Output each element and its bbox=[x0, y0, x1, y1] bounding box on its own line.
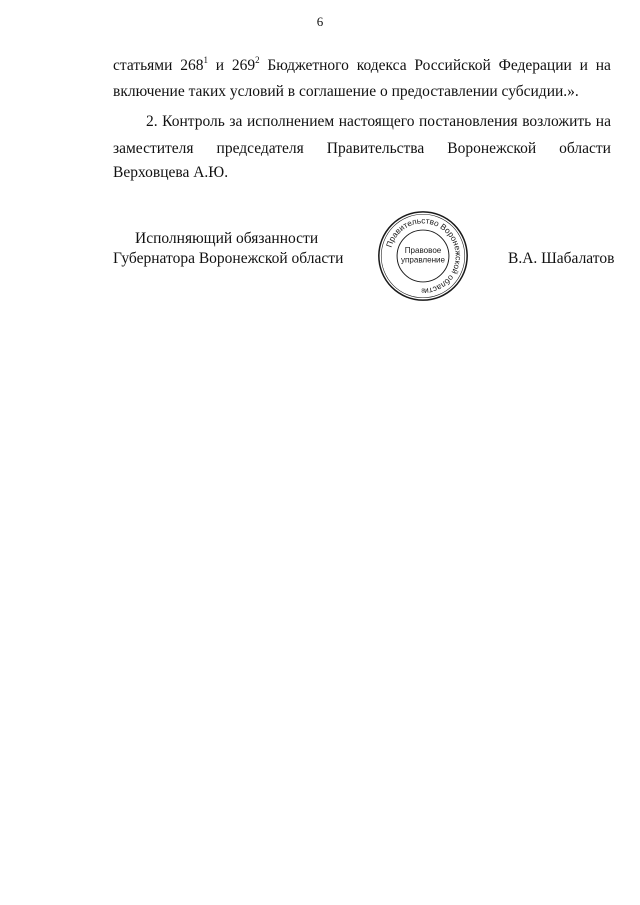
word: настоящего bbox=[338, 113, 415, 130]
word: Правительства bbox=[326, 140, 425, 157]
signatory-name: В.А. Шабалатов bbox=[508, 250, 615, 267]
paragraph-2-line-1 bbox=[113, 112, 611, 132]
seal-center-line-1: Правовое bbox=[404, 246, 442, 256]
word: 2. bbox=[146, 113, 158, 130]
article-number: 269 bbox=[231, 57, 256, 74]
paragraph-1-line-2: включение таких условий в соглашение о предоставлении субсидии.». bbox=[113, 83, 579, 100]
word: Бюджетного bbox=[267, 57, 349, 74]
word: постановления bbox=[419, 113, 518, 130]
word: Контроль bbox=[162, 113, 225, 130]
word: на bbox=[595, 113, 611, 130]
word: статьями bbox=[113, 57, 173, 74]
article-superscript: 2 bbox=[255, 54, 260, 65]
word: заместителя bbox=[113, 140, 194, 157]
paragraph-2-line-3: Верховцева А.Ю. bbox=[113, 164, 229, 181]
seal-ring-text: Правительство Воронежской области bbox=[384, 216, 463, 296]
seal-number: 8 bbox=[421, 288, 425, 295]
word: за bbox=[229, 113, 243, 130]
signatory-title-line-2: Губернатора Воронежской области bbox=[113, 250, 344, 267]
signatory-title bbox=[113, 229, 343, 269]
article-reference-269 bbox=[232, 56, 260, 76]
article-number: 268 bbox=[180, 57, 204, 74]
signatory-title-line-1: Исполняющий обязанности bbox=[135, 230, 319, 247]
word: исполнением bbox=[246, 113, 335, 130]
word: Российской bbox=[414, 57, 491, 74]
paragraph-1-line-1 bbox=[113, 56, 611, 76]
page-number: 6 bbox=[316, 14, 324, 29]
word: Федерации bbox=[498, 57, 572, 74]
paragraph-2-line-2 bbox=[113, 139, 611, 159]
word: возложить bbox=[522, 113, 592, 130]
word: кодекса bbox=[356, 57, 407, 74]
word: на bbox=[595, 57, 611, 74]
article-reference-268 bbox=[180, 56, 208, 76]
official-seal bbox=[375, 208, 471, 304]
word: Воронежской bbox=[447, 140, 537, 157]
word: председателя bbox=[216, 140, 304, 157]
article-superscript: 1 bbox=[203, 54, 208, 65]
seal-center-line-2: управление bbox=[400, 255, 446, 265]
word: области bbox=[559, 140, 611, 157]
word: и bbox=[579, 57, 588, 74]
word: и bbox=[215, 57, 225, 74]
